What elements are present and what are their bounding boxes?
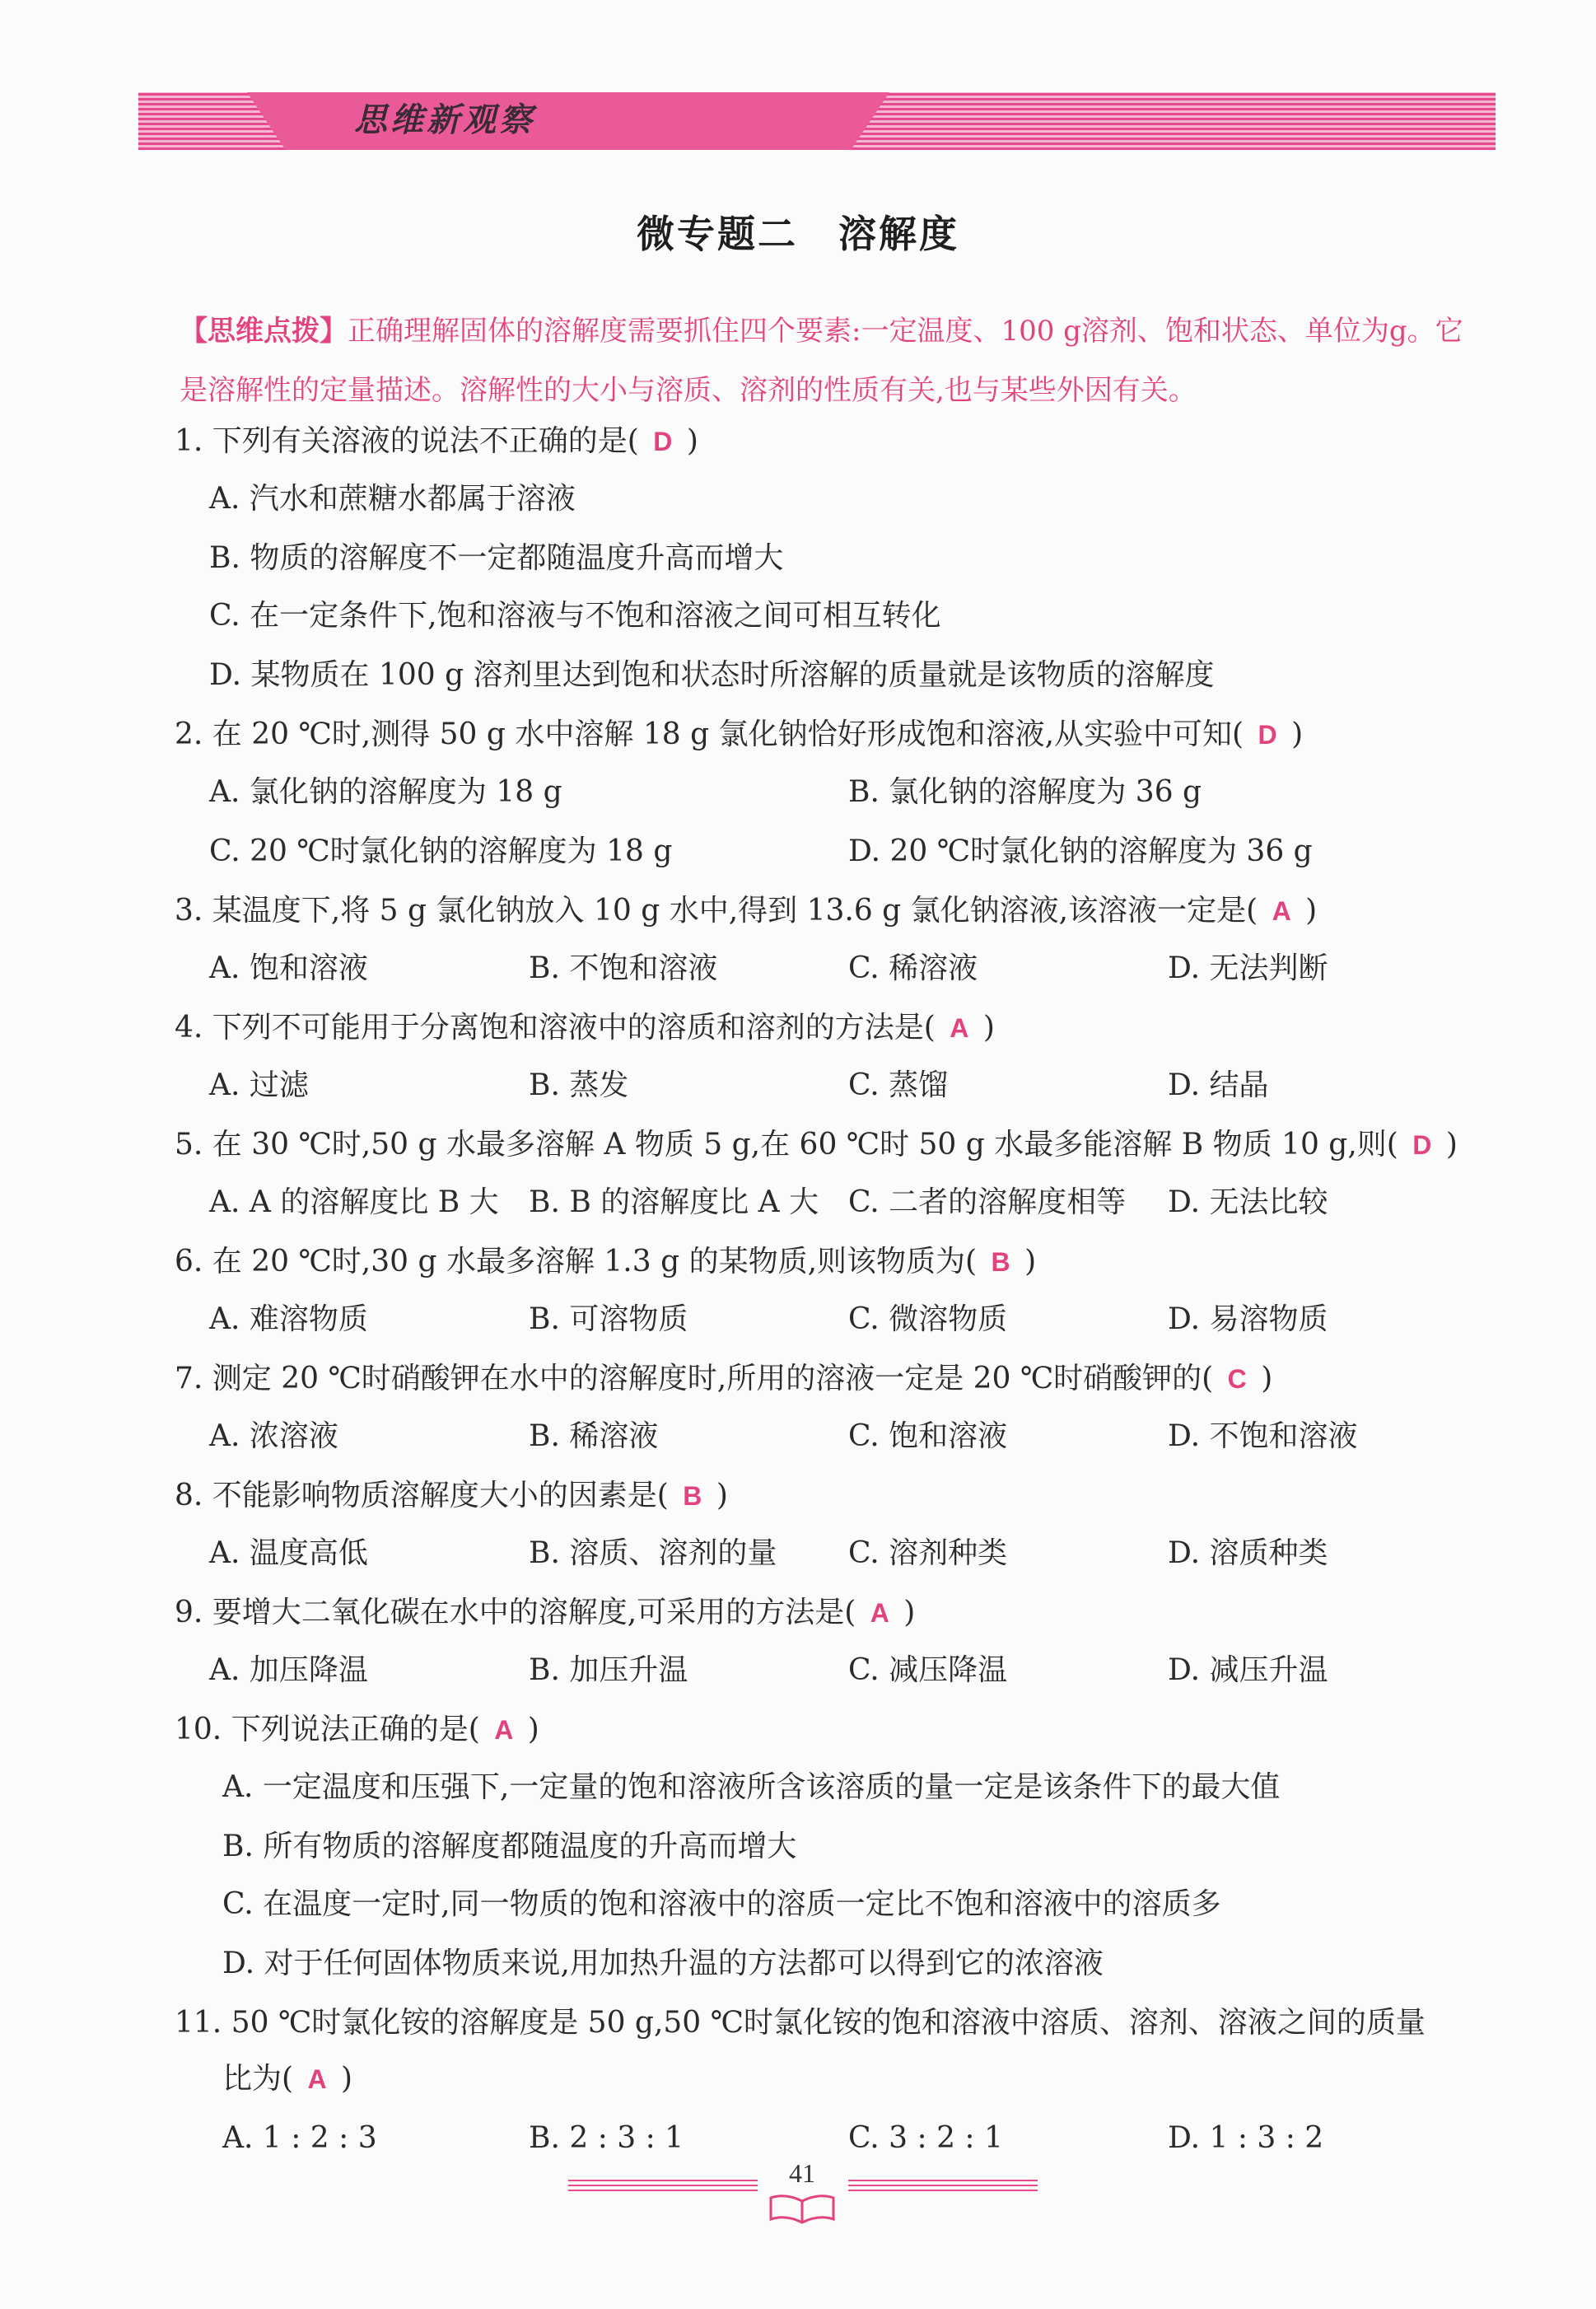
answer-mark: B — [991, 1247, 1010, 1277]
option-c: C. 在温度一定时,同一物质的饱和溶液中的溶质一定比不饱和溶液中的溶质多 — [222, 1887, 1221, 1921]
question-stem: 7. 测定 20 ℃时硝酸钾在水中的溶解度时,所用的溶液一定是 20 ℃时硝酸钾的( C ) — [175, 1359, 1272, 1399]
option-d: D. 某物质在 100 g 溶剂里达到饱和状态时所溶解的质量就是该物质的溶解度 — [209, 658, 1215, 692]
question-stem: 11. 50 ℃时氯化铵的溶解度是 50 g,50 ℃时氯化铵的饱和溶液中溶质、溶剂、溶液之间的质量 — [175, 2006, 1426, 2040]
option-b: B. 氯化钠的溶解度为 36 g — [848, 775, 1202, 809]
option-b: B. 蒸发 — [529, 1068, 629, 1102]
page-title: 微专题二 溶解度 — [637, 212, 959, 256]
question-stem: 1. 下列有关溶液的说法不正确的是( D ) — [175, 422, 698, 461]
option-d: D. 无法判断 — [1168, 951, 1328, 985]
option-c: C. 饱和溶液 — [848, 1419, 1008, 1453]
option-a: A. 氯化钠的溶解度为 18 g — [209, 775, 562, 809]
option-a: A. 浓溶液 — [209, 1419, 338, 1453]
question-stem: 3. 某温度下,将 5 g 氯化钠放入 10 g 水中,得到 13.6 g 氯化钠溶液,该溶液一定是( A ) — [175, 891, 1317, 931]
footer-rule-left — [568, 2180, 758, 2191]
option-d: D. 不饱和溶液 — [1168, 1419, 1358, 1453]
option-c: C. 稀溶液 — [848, 951, 978, 985]
option-c: C. 3 : 2 : 1 — [848, 2121, 1003, 2155]
option-a: A. 1 : 2 : 3 — [222, 2121, 377, 2155]
option-d: D. 易溶物质 — [1168, 1302, 1328, 1336]
page-number: 41 — [789, 2158, 815, 2188]
answer-mark: C — [1227, 1364, 1247, 1394]
question-stem: 2. 在 20 ℃时,测得 50 g 水中溶解 18 g 氯化钠恰好形成饱和溶液,从实验中可知( D ) — [175, 715, 1303, 755]
question-stem: 4. 下列不可能用于分离饱和溶液中的溶质和溶剂的方法是( A ) — [175, 1008, 995, 1048]
option-b: B. B 的溶解度比 A 大 — [529, 1185, 819, 1219]
answer-mark: D — [1258, 720, 1277, 750]
answer-mark: A — [494, 1715, 514, 1745]
answer-mark: A — [870, 1598, 889, 1628]
option-c: C. 微溶物质 — [848, 1302, 1008, 1336]
answer-mark: A — [950, 1013, 969, 1043]
option-d: D. 结晶 — [1168, 1068, 1269, 1102]
header-banner-title: 思维新观察 — [354, 101, 535, 139]
question-stem: 10. 下列说法正确的是( A ) — [175, 1710, 539, 1750]
option-b: B. 稀溶液 — [529, 1419, 659, 1453]
option-b: B. 所有物质的溶解度都随温度的升高而增大 — [222, 1830, 797, 1863]
option-c: C. 减压降温 — [848, 1653, 1008, 1687]
question-stem-continued: 比为( A ) — [222, 2059, 352, 2099]
answer-mark: D — [1412, 1130, 1432, 1160]
option-b: B. 加压升温 — [529, 1653, 688, 1687]
option-c: C. 在一定条件下,饱和溶液与不饱和溶液之间可相互转化 — [209, 599, 941, 633]
option-a: A. 加压降温 — [209, 1653, 368, 1687]
option-a: A. 饱和溶液 — [209, 951, 368, 985]
option-b: B. 物质的溶解度不一定都随温度升高而增大 — [209, 541, 784, 575]
option-d: D. 减压升温 — [1168, 1653, 1328, 1687]
open-book-icon — [768, 2191, 837, 2224]
tip-text: 正确理解固体的溶解度需要抓住四个要素:一定温度、100 g溶剂、饱和状态、单位为g。它是溶解性的定量描述。溶解性的大小与溶质、溶剂的性质有关,也与某些外因有关。 — [180, 315, 1463, 407]
answer-mark: A — [1272, 896, 1291, 926]
option-d: D. 对于任何固体物质来说,用加热升温的方法都可以得到它的浓溶液 — [222, 1947, 1104, 1980]
option-d: D. 无法比较 — [1168, 1185, 1328, 1219]
question-stem: 8. 不能影响物质溶解度大小的因素是( B ) — [175, 1476, 728, 1516]
option-a: A. A 的溶解度比 B 大 — [209, 1185, 499, 1219]
option-c: C. 溶剂种类 — [848, 1536, 1008, 1570]
option-d: D. 1 : 3 : 2 — [1168, 2121, 1324, 2155]
tip-label: 【思维点拨】 — [180, 315, 348, 348]
answer-mark: B — [683, 1481, 702, 1511]
question-stem: 6. 在 20 ℃时,30 g 水最多溶解 1.3 g 的某物质,则该物质为( B ) — [175, 1242, 1036, 1282]
answer-mark: A — [307, 2064, 327, 2094]
answer-mark: D — [653, 427, 673, 456]
question-stem: 9. 要增大二氧化碳在水中的溶解度,可采用的方法是( A ) — [175, 1593, 915, 1633]
question-stem: 5. 在 30 ℃时,50 g 水最多溶解 A 物质 5 g,在 60 ℃时 50 g 水最多能溶解 B 物质 10 g,则( D ) — [175, 1125, 1458, 1165]
option-b: B. 不饱和溶液 — [529, 951, 718, 985]
option-b: B. 2 : 3 : 1 — [529, 2121, 684, 2155]
option-a: A. 过滤 — [209, 1068, 309, 1102]
option-c: C. 蒸馏 — [848, 1068, 949, 1102]
option-d: D. 20 ℃时氯化钠的溶解度为 36 g — [848, 834, 1313, 868]
option-a: A. 汽水和蔗糖水都属于溶液 — [209, 482, 576, 516]
option-a: A. 难溶物质 — [209, 1302, 368, 1336]
option-b: B. 可溶物质 — [529, 1302, 688, 1336]
option-c: C. 20 ℃时氯化钠的溶解度为 18 g — [209, 834, 673, 868]
option-d: D. 溶质种类 — [1168, 1536, 1328, 1570]
option-a: A. 一定温度和压强下,一定量的饱和溶液所含该溶质的量一定是该条件下的最大值 — [222, 1770, 1281, 1804]
option-a: A. 温度高低 — [209, 1536, 368, 1570]
option-b: B. 溶质、溶剂的量 — [529, 1536, 777, 1570]
thinking-tip — [180, 301, 1464, 420]
footer-rule-right — [848, 2180, 1038, 2191]
option-c: C. 二者的溶解度相等 — [848, 1185, 1127, 1219]
